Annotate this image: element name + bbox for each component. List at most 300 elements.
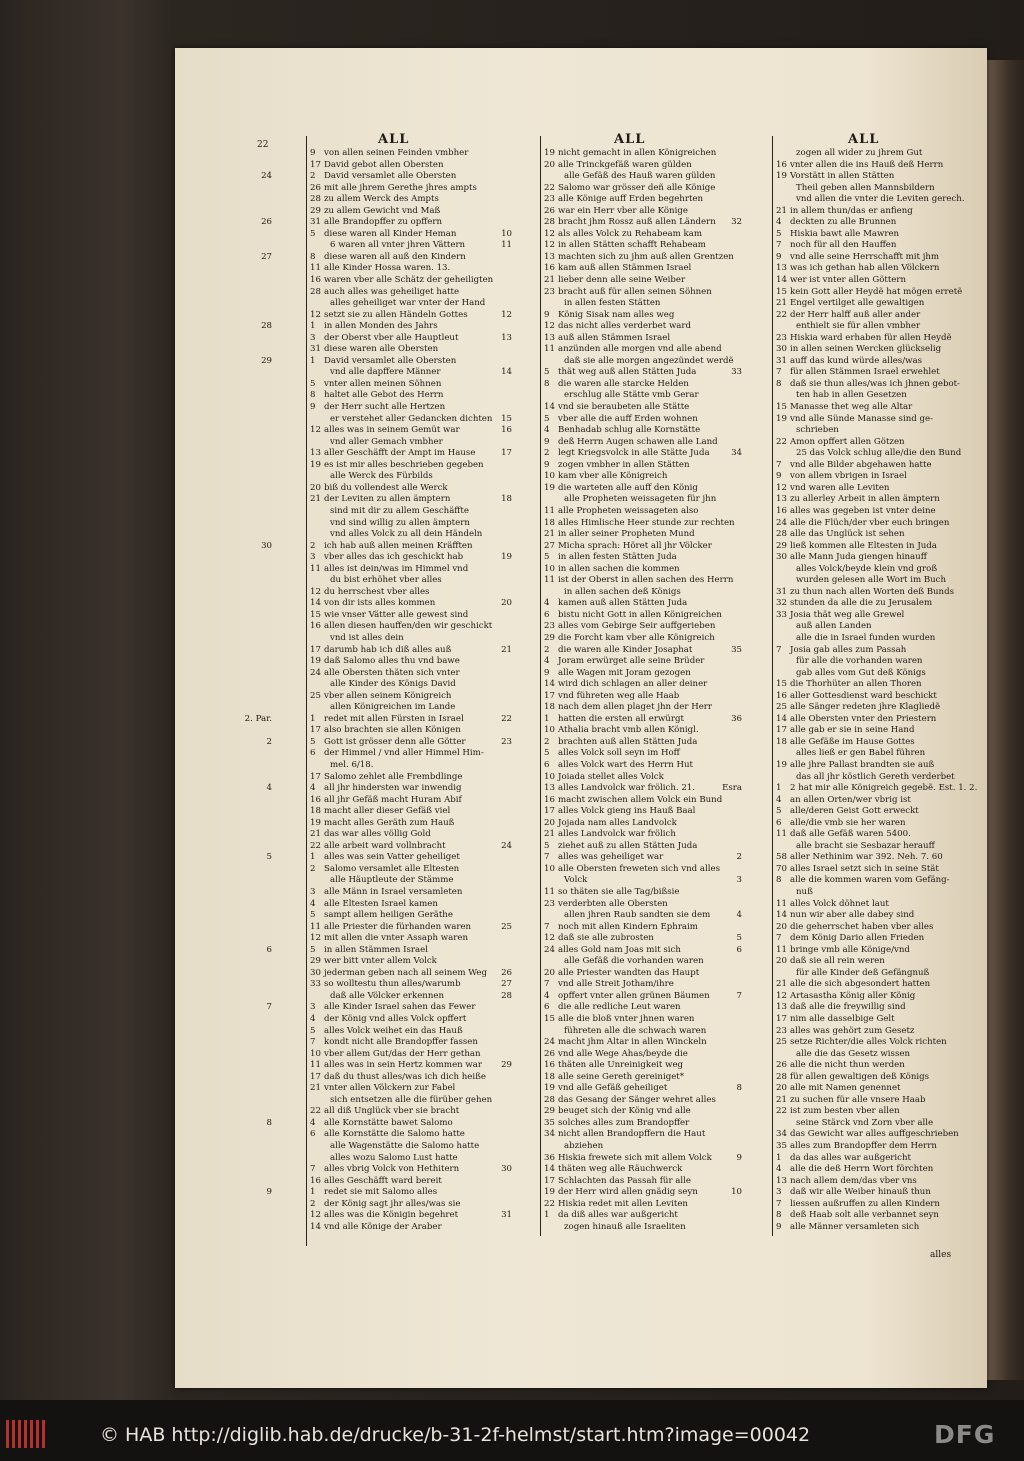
entry-text: in allen Stämmen Israel: [324, 944, 428, 955]
entry-text: macht jhm Altar in allen Winckeln: [558, 1037, 707, 1048]
entry-text: von allem vbrigen in Israel: [790, 471, 907, 482]
verse-number: 26: [776, 1060, 787, 1071]
entry-text: vnd ist alles dein: [330, 632, 404, 643]
entry-text: vnd alle Wege Ahas/beyde die: [558, 1048, 688, 1059]
chapter-marker: 2. Par.: [244, 713, 272, 724]
verse-number: 21: [310, 494, 321, 505]
entry-text: macht zwischen allem Volck ein Bund: [558, 794, 723, 805]
verse-number: 5: [544, 552, 550, 563]
verse-number: 17: [544, 690, 555, 701]
entry-text: alles was sein Vatter geheiliget: [324, 852, 460, 863]
verse-number: 28: [776, 529, 787, 540]
library-logo-icon: [6, 1420, 48, 1448]
entry-text: war ein Herr vber alle Könige: [558, 205, 688, 216]
verse-number: 28: [776, 1071, 787, 1082]
column-heading-3: ALL: [848, 132, 880, 147]
verse-number: 4: [776, 217, 782, 228]
verse-number: 22: [310, 840, 321, 851]
entry-text: vnd sie beraubeten alle Stätte: [558, 402, 690, 413]
entry-text: wer bitt vnter allem Volck: [324, 956, 437, 967]
entry-text: 2 hat mir alle Königreich gegebẽ. Est. 1. 2.: [790, 783, 978, 794]
chapter-marker: Esra: [722, 783, 742, 794]
entry-text: thäten weg alle Räuchwerck: [558, 1164, 683, 1175]
entry-text: alle Männ in Israel versamleten: [324, 887, 463, 897]
entry-text: vber allem Gut/das der Herr gethan: [324, 1048, 481, 1059]
verse-number: 7: [310, 1037, 316, 1048]
chapter-marker: 22: [501, 713, 512, 724]
verse-number: 12: [310, 309, 321, 320]
entry-text: alles vbrig Volck von Hethitern: [324, 1164, 460, 1175]
chapter-marker: 26: [261, 217, 272, 228]
entry-text: daß Salomo alles thu vnd bawe: [324, 656, 460, 667]
entry-text: alle Mann Juda giengen hinauff: [790, 552, 927, 563]
entry-text: Jojada nam alles Landvolck: [558, 817, 677, 828]
entry-text: die Forcht kam vber alle Königreich: [558, 632, 715, 643]
verse-number: 23: [544, 898, 555, 909]
entry-text: nim alle dasselbige Gelt: [790, 1014, 895, 1025]
entry-text: bistu nicht Gott in allen Königreichen: [558, 609, 722, 620]
chapter-marker: 33: [731, 367, 742, 378]
entry-text: noch für all den Hauffen: [790, 240, 897, 251]
entry-text: Theil geben allen Mannsbildern: [796, 182, 935, 193]
chapter-marker: 29: [261, 355, 272, 366]
verse-number: 17: [310, 1071, 321, 1082]
entry-text: alle Kornstätte bawet Salomo: [324, 1117, 453, 1128]
verse-number: 26: [544, 1048, 555, 1059]
entry-text: vnd alle Streit Jotham/ihre: [558, 979, 674, 990]
chapter-marker: 9: [736, 1152, 742, 1163]
entry-text: in allen sachen die kommen: [558, 563, 680, 574]
entry-text: brachten auß allen Stätten Juda: [558, 736, 698, 747]
entry-text: alle Brandopffer zu opffern: [324, 217, 443, 228]
entry-text: alles was in seinem Gemüt war: [324, 425, 460, 436]
verse-number: 17: [776, 725, 787, 736]
entry-text: alle Gefäß die vorhanden waren: [564, 956, 704, 967]
verse-number: 12: [776, 482, 787, 493]
entry-text: alles geheiliget war vnter der Hand: [330, 298, 486, 309]
chapter-marker: 18: [501, 494, 512, 505]
chapter-marker: 9: [266, 1187, 272, 1198]
entry-text: mit alle jhrem Gerethe jhres ampts: [324, 182, 477, 193]
entry-text: kam vber alle Königreich: [558, 471, 668, 482]
entry-text: alle Kornstätte die Salomo hatte: [324, 1129, 465, 1140]
entry-text: nach allem dem/das vber vns: [790, 1175, 917, 1186]
verse-number: 13: [776, 1175, 787, 1186]
entry-text: opffert vnter allen grünen Bäumen: [558, 990, 710, 1001]
entry-text: zu suchen für alle vnsere Haab: [790, 1094, 926, 1105]
verse-number: 28: [544, 217, 555, 228]
entry-text: ließ kommen alle Eltesten in Juda: [790, 540, 937, 551]
entry-text: der Leviten zu allen ämptern: [324, 494, 451, 505]
entry-text: diese waren all auß den Kindern: [324, 251, 466, 262]
verse-number: 19: [310, 817, 321, 828]
chapter-marker: 19: [501, 552, 512, 563]
entry-text: Manasse thet weg alle Altar: [790, 402, 913, 413]
verse-number: 9: [310, 148, 316, 158]
chapter-marker: 4: [266, 783, 272, 794]
entry-text: der König sagt jhr alles/was sie: [324, 1198, 461, 1209]
entry-text: Gott ist grösser denn alle Götter: [324, 736, 466, 747]
verse-number: 19: [310, 459, 321, 470]
entry-text: auß allen Landen: [796, 621, 872, 632]
entry-text: Hiskia redet mit allen Leviten: [558, 1198, 688, 1209]
entry-text: alle Werck des Fürbilds: [330, 471, 433, 482]
verse-number: 23: [776, 332, 787, 343]
entry-text: alle Gefäß des Hauß waren gülden: [564, 171, 716, 182]
entry-text: alles Himlische Heer stunde zur rechten: [558, 517, 735, 528]
entry-text: alles was geheiliget war: [558, 852, 664, 863]
verse-number: 7: [776, 459, 782, 470]
entry-text: vnter allen die ins Hauß deß Herrn: [790, 159, 944, 170]
verse-number: 18: [310, 806, 321, 817]
verse-number: 2: [310, 540, 316, 551]
entry-text: für allen Stämmen Israel erwehlet: [790, 367, 940, 378]
verse-number: 11: [310, 921, 321, 932]
entry-text: alle die Flüch/der vber euch bringen: [790, 517, 950, 528]
entry-text: Salomo versamlet alle Eltesten: [324, 863, 460, 874]
entry-text: Engel vertilget alle gewaltigen: [790, 298, 925, 309]
entry-text: in allen festen Stätten Juda: [558, 552, 677, 563]
entry-text: alle Propheten weissageten für jhn: [564, 494, 717, 505]
entry-text: vnd alles Volck zu all dein Händeln: [330, 529, 483, 540]
viewer-footer: [0, 1400, 1024, 1461]
chapter-marker: 10: [731, 1187, 742, 1198]
entry-text: daß sie thun alles/was ich jhnen gebot-: [790, 378, 961, 389]
verse-number: 17: [544, 1175, 555, 1186]
entry-text: alles wozu Salomo Lust hatte: [330, 1152, 458, 1163]
entry-text: zogen all wider zu jhrem Gut: [796, 148, 923, 158]
entry-text: all jhr Gefäß macht Huram Abif: [324, 794, 462, 805]
entry-text: alle/deren Geist Gott erweckt: [790, 806, 919, 817]
verse-number: 11: [310, 563, 321, 574]
verse-number: 7: [776, 933, 782, 944]
entry-text: alles Landvolck war frölich. 21.: [558, 783, 696, 794]
entry-text: zu thun nach allen Worten deß Bunds: [790, 586, 954, 597]
entry-text: alle das Unglück ist sehen: [790, 529, 905, 540]
entry-text: bringe vmb alle Könige/vnd: [790, 944, 910, 955]
entry-text: vnd waren alle Leviten: [790, 482, 890, 493]
entry-text: alle Sänger redeten jhre Klagliedẽ: [790, 702, 941, 713]
verse-number: 22: [776, 436, 787, 447]
verse-number: 13: [776, 494, 787, 505]
chapter-marker: 16: [501, 425, 512, 436]
chapter-marker: 21: [501, 644, 512, 655]
entry-text: vber alles das ich geschickt hab: [324, 552, 464, 563]
entry-text: thäten alle Unreinigkeit weg: [558, 1060, 684, 1071]
verse-number: 1: [544, 713, 550, 724]
verse-number: 8: [544, 378, 550, 389]
entry-text: Joiada stellet alles Volck: [558, 771, 664, 782]
entry-text: alle seine Gereth gereiniget*: [558, 1071, 685, 1082]
verse-number: 13: [776, 1002, 787, 1013]
verse-number: 14: [776, 275, 787, 286]
verse-number: 20: [776, 921, 787, 932]
verse-number: 26: [310, 182, 321, 193]
entry-text: vnd führeten weg alle Haab: [558, 690, 680, 701]
verse-number: 17: [310, 771, 321, 782]
chapter-marker: 7: [266, 1002, 272, 1013]
chapter-marker: 25: [501, 921, 512, 932]
verse-number: 14: [544, 1164, 555, 1175]
column-rule-2: [540, 136, 541, 1236]
entry-text: alles Volck gieng ins Hauß Baal: [558, 806, 696, 817]
entry-text: Joram erwürget alle seine Brüder: [558, 656, 705, 667]
verse-number: 13: [544, 332, 555, 343]
verse-number: 20: [310, 482, 321, 493]
entry-text: daß du thust alles/was ich dich heiße: [324, 1071, 486, 1082]
entry-text: Hiskia bawt alle Mawren: [790, 228, 900, 239]
verse-number: 16: [776, 159, 787, 170]
verse-number: 28: [310, 194, 321, 205]
verse-number: 5: [310, 1025, 316, 1036]
entry-text: Schlachten das Passah für alle: [558, 1175, 692, 1186]
entry-text: vber allen seinem Königreich: [324, 690, 452, 701]
verse-number: 12: [310, 586, 321, 597]
verse-number: 10: [544, 563, 555, 574]
verse-number: 6: [776, 817, 782, 828]
entry-text: hatten die ersten all erwürgt: [558, 713, 684, 724]
entry-text: ist der Oberst in allen sachen des Herrn: [558, 575, 734, 586]
entry-text: schrieben: [796, 425, 839, 436]
entry-text: alle Obersten freweten sich vnd alles: [558, 863, 720, 874]
verse-number: 4: [544, 425, 550, 436]
verse-number: 3: [310, 552, 316, 563]
verse-number: 10: [310, 1048, 321, 1059]
entry-text: in allen Monden des Jahrs: [324, 321, 438, 332]
entry-text: die geherrschet haben vber alles: [790, 921, 934, 932]
verse-number: 22: [776, 309, 787, 320]
verse-number: 29: [776, 540, 787, 551]
verse-number: 30: [776, 344, 787, 355]
verse-number: 32: [776, 598, 787, 609]
chapter-marker: 5: [736, 933, 742, 944]
entry-text: dem König Dario allen Frieden: [790, 933, 925, 944]
entry-text: Micha sprach: Höret all jhr Völcker: [558, 540, 712, 551]
verse-number: 10: [544, 471, 555, 482]
entry-text: deß Herrn Augen schawen alle Land: [558, 436, 718, 447]
verse-number: 9: [544, 459, 550, 470]
entry-text: daß sie alle zubrosten: [558, 933, 654, 944]
entry-text: der Oberst vber alle Hauptleut: [324, 332, 459, 343]
verse-number: 17: [310, 725, 321, 736]
entry-text: biß du vollendest alle Werck: [324, 482, 448, 493]
entry-text: alles Volck weihet ein das Hauß: [324, 1025, 463, 1036]
entry-text: wurden gelesen alle Wort im Buch: [796, 575, 947, 586]
verse-number: 22: [310, 1106, 321, 1117]
entry-text: alle Propheten weissageten also: [558, 505, 699, 516]
verse-number: 17: [776, 1014, 787, 1025]
verse-number: 24: [544, 1037, 555, 1048]
book-edge: [987, 60, 1024, 1380]
entry-text: führeten alle die schwach waren: [564, 1025, 707, 1036]
verse-number: 1: [544, 1210, 550, 1221]
entry-text: das Gesang der Sänger wehret alles: [558, 1094, 716, 1105]
verse-number: 15: [776, 402, 787, 413]
verse-number: 15: [776, 679, 787, 690]
entry-text: ziehet auß zu allen Stätten Juda: [558, 840, 698, 851]
entry-text: nicht allen Brandopffern die Haut: [558, 1129, 706, 1140]
verse-number: 28: [310, 286, 321, 297]
entry-text: vnter allen meinen Söhnen: [324, 378, 442, 389]
chapter-marker: 6: [266, 944, 272, 955]
verse-number: 10: [544, 725, 555, 736]
verse-number: 5: [544, 748, 550, 759]
verse-number: 8: [776, 875, 782, 886]
verse-number: 4: [310, 783, 316, 794]
entry-text: Athalia bracht vmb allen Königl.: [558, 725, 699, 736]
verse-number: 7: [776, 367, 782, 378]
entry-text: nuß: [796, 887, 813, 897]
entry-text: alle Priester die fürhanden waren: [324, 921, 472, 932]
entry-text: redet sie mit Salomo alles: [324, 1187, 438, 1198]
verse-number: 7: [776, 1198, 782, 1209]
entry-text: setzt sie zu allen Händeln Gottes: [324, 309, 468, 320]
entry-text: in allen festen Stätten: [564, 298, 661, 309]
entry-text: bracht auß für allen seinen Söhnen: [558, 286, 712, 297]
entry-text: vnd alle seine Herrschafft mit jhm: [790, 251, 940, 262]
verse-number: 19: [776, 171, 787, 182]
entry-text: die waren alle Kinder Josaphat: [558, 644, 693, 655]
chapter-marker: 2: [266, 736, 272, 747]
verse-number: 2: [310, 863, 316, 874]
entry-text: daß sie all rein weren: [790, 956, 885, 967]
entry-text: bracht jhm Rossz auß allen Ländern: [558, 217, 716, 228]
entry-text: 25 das Volck schlug alle/die den Bund: [796, 448, 962, 459]
entry-text: für allen gewaltigen deß Königs: [790, 1071, 930, 1082]
entry-text: so thäten sie alle Tag/bißsie: [558, 887, 680, 897]
chapter-marker: 29: [501, 1060, 512, 1071]
verse-number: 21: [776, 298, 787, 309]
chapter-marker: 24: [501, 840, 512, 851]
entry-text: das Gewicht war alles auffgeschrieben: [790, 1129, 959, 1140]
entry-text: Salomo war grösser deñ alle Könige: [558, 182, 716, 193]
entry-text: wie vnser Vätter alle gewest sind: [324, 609, 469, 620]
entry-text: der Herr sucht alle Hertzen: [324, 402, 446, 413]
verse-number: 15: [310, 609, 321, 620]
entry-text: nicht gemacht in allen Königreichen: [558, 148, 717, 158]
verse-number: 19: [544, 482, 555, 493]
entry-text: alle die nicht thun werden: [790, 1060, 905, 1071]
entry-text: alle Priester wandten das Haupt: [558, 967, 700, 978]
entry-text: jederman geben nach all seinem Weg: [324, 967, 487, 978]
verse-number: 2: [544, 448, 550, 459]
verse-number: 21: [544, 529, 555, 540]
verse-number: 16: [310, 621, 321, 632]
entry-text: liessen außruffen zu allen Kindern: [790, 1198, 940, 1209]
entry-text: vnd alle dapffere Männer: [330, 367, 441, 378]
entry-text: alle Häuptleute der Stämme: [330, 875, 454, 886]
verse-number: 12: [310, 425, 321, 436]
verse-number: 11: [776, 829, 787, 840]
chapter-marker: 28: [261, 321, 272, 332]
entry-text: die warteten alle auff den König: [558, 482, 698, 493]
entry-text: alles Landvolck war frölich: [558, 829, 676, 840]
verse-number: 29: [310, 205, 321, 216]
entry-text: du bist erhöhet vber alles: [330, 575, 442, 586]
verse-number: 14: [310, 598, 321, 609]
entry-text: ten hab in allen Gesetzen: [796, 390, 907, 401]
verse-number: 12: [310, 1210, 321, 1221]
entry-text: alles Volck/beyde klein vnd groß: [796, 563, 938, 574]
verse-number: 6: [310, 1129, 316, 1140]
entry-text: alle Könige auff Erden begehrten: [558, 194, 704, 205]
verse-number: 23: [544, 194, 555, 205]
verse-number: 18: [544, 517, 555, 528]
entry-text: da das alles war außgericht: [790, 1152, 911, 1163]
entry-text: in allen sachen deß Königs: [564, 586, 681, 597]
verse-number: 16: [310, 794, 321, 805]
entry-text: die waren alle starcke Helden: [558, 378, 689, 389]
entry-text: Benhadab schlug alle Kornstätte: [558, 425, 701, 436]
entry-text: in allem thun/das er anfieng: [790, 205, 913, 216]
verse-number: 1: [310, 1187, 316, 1198]
entry-text: sich entsetzen alle die fürüber gehen: [330, 1094, 493, 1105]
verse-number: 70: [776, 863, 787, 874]
verse-number: 18: [544, 702, 555, 713]
verse-number: 16: [776, 690, 787, 701]
chapter-marker: 6: [736, 944, 742, 955]
verse-number: 9: [544, 309, 550, 320]
verse-number: 16: [544, 263, 555, 274]
entry-text: zu allem Gewicht vnd Maß: [324, 205, 441, 216]
entry-text: alle die sich abgesondert hatten: [790, 979, 931, 990]
copyright-link[interactable]: © HAB http://diglib.hab.de/drucke/b-31-2f-helmst/start.htm?image=00042: [100, 1424, 811, 1446]
entry-text: 6 waren all vnter jhren Vättern: [330, 240, 466, 251]
verse-number: 19: [776, 759, 787, 770]
verse-number: 11: [544, 887, 555, 897]
entry-text: diese waren all Kinder Heman: [324, 228, 457, 239]
verse-number: 12: [776, 990, 787, 1001]
verse-number: 9: [776, 471, 782, 482]
entry-text: vnd allen die vnter die Leviten gerech.: [796, 194, 965, 205]
entry-text: sampt allem heiligen Geräthe: [324, 910, 453, 921]
chapter-marker: 30: [261, 540, 272, 551]
verse-number: 31: [776, 355, 787, 366]
verse-number: 6: [544, 759, 550, 770]
verse-number: 31: [310, 344, 321, 355]
entry-text: gab alles vom Gut deß Königs: [796, 667, 926, 678]
chapter-marker: 15: [501, 413, 512, 424]
chapter-marker: 35: [731, 644, 742, 655]
entry-text: er verstehet aller Gedancken dichten: [330, 413, 493, 424]
entry-text: alles was in sein Hertz kommen war: [324, 1060, 483, 1071]
verse-number: 5: [544, 840, 550, 851]
verse-number: 14: [544, 679, 555, 690]
entry-text: Hiskia ward erhaben für allen Heydẽ: [790, 332, 952, 343]
entry-text: Vorstätt in allen Stätten: [790, 171, 895, 182]
verse-number: 4: [310, 1014, 316, 1025]
entry-text: alles ließ er gen Babel führen: [796, 748, 926, 759]
entry-text: Artasastha König aller König: [790, 990, 916, 1001]
entry-text: sind mit dir zu allem Geschäffte: [330, 505, 469, 516]
entry-text: alles Israel setzt sich in seine Stät: [790, 863, 939, 874]
entry-text: erschlug alle Stätte vmb Gerar: [564, 390, 699, 401]
verse-number: 1: [310, 713, 316, 724]
verse-number: 22: [776, 1106, 787, 1117]
chapter-marker: 17: [501, 448, 512, 459]
verse-number: 9: [776, 251, 782, 262]
verse-number: 33: [776, 609, 787, 620]
verse-number: 4: [544, 990, 550, 1001]
verse-number: 12: [544, 240, 555, 251]
verse-number: 7: [544, 852, 550, 863]
chapter-marker: 32: [731, 217, 742, 228]
verse-number: 27: [544, 540, 555, 551]
entry-text: als alles Volck zu Rehabeam kam: [558, 228, 703, 239]
entry-text: solches alles zum Brandopffer: [558, 1117, 690, 1128]
entry-text: haltet alle Gebot des Herrn: [324, 390, 444, 401]
verse-number: 21: [776, 979, 787, 990]
